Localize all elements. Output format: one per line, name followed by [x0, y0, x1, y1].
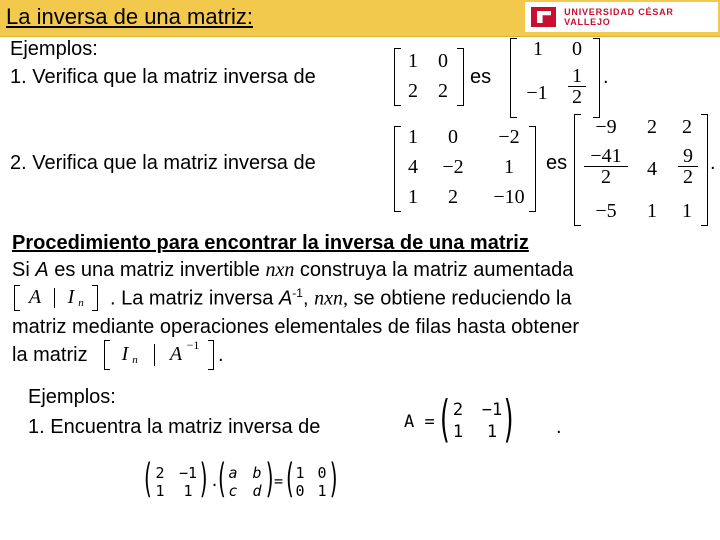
superscript: −1 — [186, 338, 200, 352]
example-2-text: 2. Verifica que la matriz inversa de — [10, 152, 316, 174]
text-span: es una matriz invertible — [48, 259, 266, 281]
example-1-inverse-matrix — [510, 38, 600, 118]
page-title: La inversa de una matriz: — [6, 4, 254, 29]
symbol-nxn: nxn — [265, 259, 295, 281]
subscript-n: n — [132, 354, 138, 366]
matrix-cell: −9 — [595, 116, 617, 138]
example-1-matrix — [394, 48, 464, 106]
example-1-period: . — [603, 66, 609, 88]
matrix-fraction — [678, 146, 698, 187]
matrix-cell: 2 — [682, 116, 692, 138]
example-2-es: es — [546, 152, 568, 174]
matrix-cell: 0 — [295, 482, 305, 500]
matrix-cell: c — [228, 482, 238, 500]
matrix-cell: −1 — [481, 400, 503, 420]
header-bar — [0, 0, 720, 37]
right-paren: ) — [504, 390, 514, 448]
matrix-cell: 1 — [408, 126, 418, 148]
matrix-cell: A — [169, 343, 183, 365]
procedure-heading: Procedimiento para encontrar la inversa de una matriz — [12, 232, 529, 254]
matrix-cell: −2 — [498, 126, 520, 148]
example-1-es: es — [470, 66, 492, 88]
matrix-cell: 1 — [682, 200, 692, 222]
fraction-denominator: 2 — [601, 166, 611, 188]
equation-unknown-matrix — [218, 456, 274, 504]
procedure-line-4-period: . — [218, 344, 224, 366]
matrix-cell: b — [252, 464, 262, 482]
matrix-cell: 1 — [452, 422, 464, 442]
logo-mark-icon — [531, 7, 556, 27]
matrix-cell: 2 — [448, 186, 458, 208]
left-paren: ( — [218, 456, 226, 502]
procedure-line-2 — [110, 286, 708, 311]
symbol-nxn: nxn, — [314, 287, 348, 310]
subscript-n: n — [78, 297, 84, 309]
logo-text: UNIVERSIDAD CÉSAR VALLEJO — [564, 7, 674, 27]
matrix-cell: 1 — [183, 482, 193, 500]
text-span: . La matriz inversa — [110, 287, 279, 310]
matrix-cell: a — [228, 464, 238, 482]
example-1-text: 1. Verifica que la matriz inversa de — [10, 66, 316, 88]
example-2-period: . — [710, 152, 716, 174]
superscript: -1 — [292, 286, 303, 300]
matrix-cell: −1 — [178, 464, 198, 482]
matrix-cell: 2 — [408, 80, 418, 102]
matrix-cell: 1 — [504, 156, 514, 178]
text-span: Si — [12, 259, 36, 281]
equation-dot: . — [210, 472, 220, 490]
text-span: , — [302, 287, 315, 310]
matrix-cell: I — [121, 343, 129, 365]
fraction-numerator: −41 — [584, 146, 628, 167]
example-A-matrix — [440, 390, 514, 450]
symbol-A: A — [278, 287, 293, 310]
fraction-denominator: 2 — [572, 86, 582, 108]
matrix-cell: 1 — [486, 422, 498, 442]
equation-equals: = — [274, 472, 284, 490]
symbol-A: A — [35, 259, 49, 281]
matrix-cell: −2 — [442, 156, 464, 178]
matrix-cell: 2 — [452, 400, 464, 420]
left-paren: ( — [144, 456, 152, 502]
fraction-numerator: 1 — [568, 66, 586, 87]
equation-identity-matrix — [286, 456, 338, 504]
matrix-cell: 0 — [448, 126, 458, 148]
matrix-cell: −1 — [526, 82, 548, 104]
matrix-cell: 1 — [408, 50, 418, 72]
matrix-cell: 2 — [438, 80, 448, 102]
fraction-denominator: 2 — [683, 166, 693, 188]
text-span: construya la matriz aumentada — [294, 259, 574, 281]
left-paren: ( — [440, 390, 450, 448]
matrix-cell: 2 — [155, 464, 165, 482]
matrix-fraction — [568, 66, 586, 107]
matrix-cell: I — [67, 286, 75, 308]
examples-2-period: . — [556, 416, 562, 438]
matrix-cell: 0 — [317, 464, 327, 482]
right-paren: ) — [266, 456, 274, 502]
matrix-cell: d — [252, 482, 262, 500]
fraction-numerator: 9 — [678, 146, 698, 167]
equation-left-matrix — [144, 456, 208, 504]
procedure-line-4: la matriz — [12, 344, 88, 366]
matrix-cell: −10 — [493, 186, 525, 208]
matrix-cell: −5 — [595, 200, 617, 222]
example-2-matrix — [394, 126, 536, 212]
examples-2-item-1: 1. Encuentra la matriz inversa de — [28, 416, 321, 438]
left-paren: ( — [286, 456, 294, 502]
right-paren: ) — [200, 456, 208, 502]
matrix-cell: 1 — [408, 186, 418, 208]
text-span: se obtiene reduciendo la — [347, 287, 572, 310]
matrix-cell: 0 — [438, 50, 448, 72]
matrix-cell: 1 — [533, 38, 543, 60]
matrix-cell: 1 — [647, 200, 657, 222]
examples-2-heading: Ejemplos: — [28, 386, 116, 408]
matrix-cell: 2 — [647, 116, 657, 138]
matrix-cell: 4 — [647, 158, 657, 180]
matrix-cell: 0 — [572, 38, 582, 60]
augmented-matrix-A-In — [14, 285, 98, 311]
procedure-line-3: matriz mediante operaciones elementales de filas hasta obtener — [12, 316, 579, 338]
right-paren: ) — [330, 456, 338, 502]
matrix-fraction — [584, 146, 628, 187]
matrix-cell: 1 — [295, 464, 305, 482]
matrix-cell: 1 — [155, 482, 165, 500]
matrix-cell: 1 — [317, 482, 327, 500]
matrix-cell: A — [28, 286, 42, 308]
university-logo — [525, 2, 718, 32]
matrix-cell: 4 — [408, 156, 418, 178]
A-label: A = — [404, 412, 435, 432]
example-2-inverse-matrix — [574, 114, 708, 226]
examples-heading: Ejemplos: — [10, 38, 98, 60]
procedure-line-1 — [12, 259, 573, 282]
augmented-matrix-In-Ainv — [104, 340, 214, 370]
